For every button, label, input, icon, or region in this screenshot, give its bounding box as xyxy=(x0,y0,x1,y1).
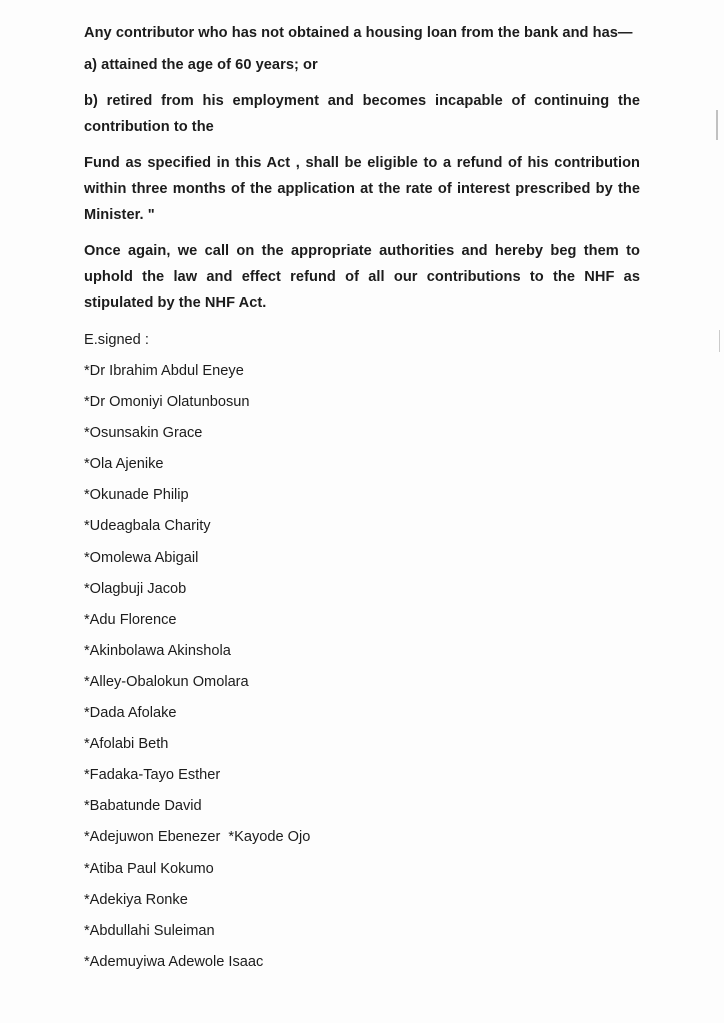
signatory-item: *Adekiya Ronke xyxy=(84,891,188,908)
signatory-item: *Dr Ibrahim Abdul Eneye xyxy=(84,363,244,379)
paragraph-appeal: Once again, we call on the appropriate authorities and hereby beg them to uphold the law and effect refund of all our contributions to the NHF as stipulated by the NHF Act. xyxy=(84,243,640,311)
signatory-item: *Akinbolawa Akinshola xyxy=(84,642,231,659)
signatory-item: *Dada Afolake xyxy=(84,705,177,722)
paragraph-contributor-eligibility: Any contributor who has not obtained a housing loan from the bank and has— xyxy=(84,25,633,41)
signatory-item: *Ademuyiwa Adewole Isaac xyxy=(84,953,264,970)
signatory-list xyxy=(84,361,640,983)
signatory-item: *Udeagbala Charity xyxy=(84,518,211,535)
signatory-item: *Adu Florence xyxy=(84,611,177,628)
signatory-item: *Fadaka-Tayo Esther xyxy=(84,767,221,784)
signatory-item: *Alley-Obalokun Omolara xyxy=(84,673,249,690)
paragraph-condition-age: a) attained the age of 60 years; or xyxy=(84,57,318,73)
paragraph-condition-retired: b) retired from his employment and becomes incapable of continuing the contribution to the xyxy=(84,93,640,135)
signed-label: E.signed : xyxy=(84,332,149,348)
signatory-item: *Babatunde David xyxy=(84,798,202,815)
signatory-item: *Omolewa Abigail xyxy=(84,549,199,566)
signatory-item: *Adejuwon Ebenezer *Kayode Ojo xyxy=(84,829,311,846)
letter-body xyxy=(84,20,640,983)
signatory-item: *Ola Ajenike xyxy=(84,456,164,473)
signatory-item: *Olagbuji Jacob xyxy=(84,580,187,597)
signatory-item: *Abdullahi Suleiman xyxy=(84,922,215,939)
signatory-item: *Atiba Paul Kokumo xyxy=(84,860,214,877)
scan-artifact-right-edge-lower xyxy=(719,330,720,352)
signatory-item: *Osunsakin Grace xyxy=(84,425,203,442)
signatory-item: *Okunade Philip xyxy=(84,487,189,504)
signatory-item: *Dr Omoniyi Olatunbosun xyxy=(84,394,250,411)
signatory-item: *Afolabi Beth xyxy=(84,736,169,753)
scan-artifact-right-edge xyxy=(716,110,718,140)
paragraph-refund-terms: Fund as specified in this Act , shall be eligible to a refund of his contribution within three months of the application at the rate of interest prescribed by the Minister. " xyxy=(84,155,640,223)
